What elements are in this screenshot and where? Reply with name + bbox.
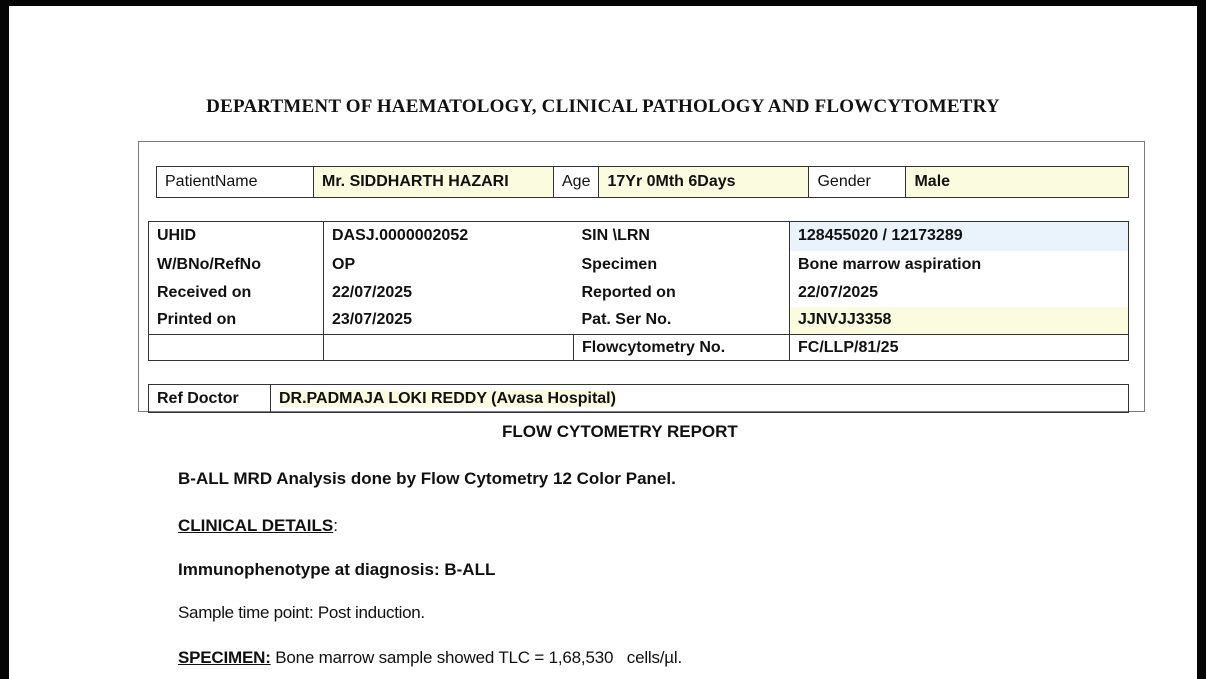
sample-time-line: Sample time point: Post induction. (178, 603, 425, 622)
image-edge-top (0, 0, 1206, 6)
patient-name-label: PatientName (157, 167, 314, 198)
clinical-details-colon: : (333, 516, 338, 535)
empty-cell (149, 335, 324, 361)
sin-label: SIN \LRN (574, 222, 790, 251)
ref-doctor-label: Ref Doctor (149, 385, 271, 413)
received-label: Received on (149, 279, 324, 307)
report-title: FLOW CYTOMETRY REPORT (502, 422, 738, 441)
table-row (149, 307, 1129, 335)
specimen-heading: SPECIMEN: (178, 648, 271, 667)
gender-value: Male (906, 167, 1129, 198)
ref-doctor-name: DR.PADMAJA LOKI REDDY (Avasa Hospital) (279, 389, 616, 407)
empty-cell (324, 335, 574, 361)
patient-table (156, 166, 1129, 198)
ref-doctor-value (271, 385, 1129, 413)
specimen-line (178, 648, 682, 668)
sin-value: 128455020 / 12173289 (790, 222, 1129, 251)
clinical-details-label: CLINICAL DETAILS (178, 516, 334, 535)
uhid-label: UHID (149, 222, 324, 251)
department-title: DEPARTMENT OF HAEMATOLOGY, CLINICAL PATHOLOGY AND FLOWCYTOMETRY (206, 96, 1000, 117)
patser-label: Pat. Ser No. (574, 307, 790, 335)
printed-value: 23/07/2025 (324, 307, 574, 335)
specimen-value: Bone marrow aspiration (790, 251, 1129, 279)
gender-label: Gender (809, 167, 906, 198)
age-value: 17Yr 0Mth 6Days (599, 167, 809, 198)
clinical-details-heading (178, 516, 338, 536)
table-row (149, 222, 1129, 251)
reported-value: 22/07/2025 (790, 279, 1129, 307)
table-row (149, 251, 1129, 279)
info-table (148, 221, 1129, 361)
table-row (149, 279, 1129, 307)
specimen-label: Specimen (574, 251, 790, 279)
ref-doctor-table (148, 384, 1129, 413)
age-label: Age (554, 167, 599, 198)
reported-label: Reported on (574, 279, 790, 307)
immunophenotype-label: Immunophenotype at diagnosis: (178, 560, 440, 579)
immunophenotype-value: B-ALL (444, 560, 496, 579)
wbno-value: OP (324, 251, 574, 279)
flow-value: FC/LLP/81/25 (790, 335, 1129, 361)
table-row (149, 335, 1129, 361)
analysis-line: B-ALL MRD Analysis done by Flow Cytometry 12 Color Panel. (178, 469, 676, 488)
flow-label: Flowcytometry No. (574, 335, 790, 361)
patser-value: JJNVJJ3358 (790, 307, 1129, 335)
received-value: 22/07/2025 (324, 279, 574, 307)
wbno-label: W/BNo/RefNo (149, 251, 324, 279)
patient-name-value: Mr. SIDDHARTH HAZARI (314, 167, 554, 198)
uhid-value: DASJ.0000002052 (324, 222, 574, 251)
immunophenotype-line (178, 560, 495, 580)
specimen-text: Bone marrow sample showed TLC = 1,68,530 cells/µl. (275, 648, 683, 667)
printed-label: Printed on (149, 307, 324, 335)
